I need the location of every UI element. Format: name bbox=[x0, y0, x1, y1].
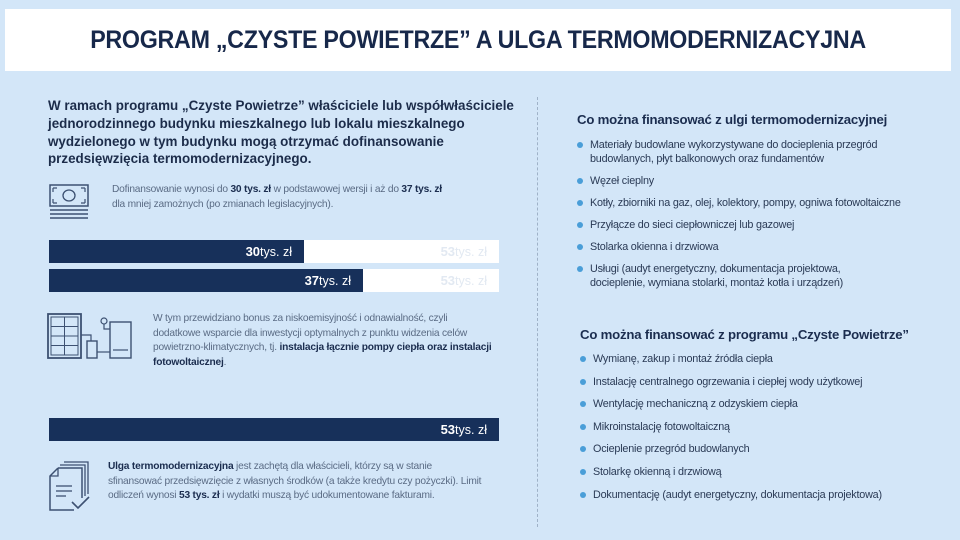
list-item: Wymianę, zakup i montaż źródła ciepła bbox=[580, 352, 940, 366]
ulga-limit-bar bbox=[49, 418, 499, 441]
program-list bbox=[580, 352, 940, 502]
column-divider bbox=[537, 97, 538, 527]
bonus-info bbox=[47, 312, 493, 370]
ulga-text: Ulga termomodernizacyjna jest zachętą dla właścicieli, którzy są w stanie sfinansować przedsięwzięcie z własnych środków (a także kredytu czy pożyczki). Limit odliczeń wynosi 53 tys. zł i wydatki muszą być udokumentowane fakturami. bbox=[108, 461, 482, 501]
list-item: Wentylację mechaniczną z odzyskiem ciepła bbox=[580, 397, 940, 411]
documents-check-icon bbox=[48, 460, 92, 512]
bar-fill: 53 tys. zł bbox=[49, 418, 499, 441]
title-banner bbox=[5, 9, 951, 71]
list-item: Materiały budowlane wykorzystywane do docieplenia przegród budowlanych, płyt balkonowych oraz fundamentów bbox=[577, 138, 937, 166]
bar-max-label: 53 tys. zł bbox=[440, 273, 487, 288]
list-item: Mikroinstalację fotowoltaiczną bbox=[580, 420, 940, 434]
funding-info bbox=[48, 182, 452, 222]
funding-text: Dofinansowanie wynosi do 30 tys. zł w podstawowej wersji i aż do 37 tys. zł dla mniej zamożnych (po zmianach legislacyjnych). bbox=[112, 184, 442, 210]
intro-paragraph: W ramach programu „Czyste Powietrze” właściciele lub współwłaściciele jednorodzinnego budynku mieszkalnego lub lokalu mieszkalnego wydzielonego w tym budynku mogą otrzymać dofinansowanie przedsięwzięcia termomodernizacyjnego. bbox=[48, 98, 514, 167]
ulga-info bbox=[48, 460, 488, 512]
list-item: Ocieplenie przegród budowlanych bbox=[580, 442, 940, 456]
list-item: Stolarka okienna i drzwiowa bbox=[577, 240, 937, 254]
solar-panel-heat-pump-icon bbox=[47, 312, 139, 360]
list-item: Stolarkę okienną i drzwiową bbox=[580, 465, 940, 479]
bar-fill: 30 tys. zł bbox=[49, 240, 304, 263]
list-item: Przyłącze do sieci ciepłowniczej lub gazowej bbox=[577, 218, 937, 232]
bar-max-label: 53 tys. zł bbox=[440, 244, 487, 259]
list-item: Usługi (audyt energetyczny, dokumentacja projektowa, docieplenie, wymiana stolarki, montaż kotła i urządzeń) bbox=[577, 262, 877, 290]
page-title: PROGRAM „CZYSTE POWIETRZE” A ULGA TERMOMODERNIZACYJNA bbox=[90, 25, 866, 54]
list-item: Kotły, zbiorniki na gaz, olej, kolektory, pompy, ogniwa fotowoltaiczne bbox=[577, 196, 937, 210]
list-item: Instalację centralnego ogrzewania i ciepłej wody użytkowej bbox=[580, 375, 940, 389]
ulga-list-title: Co można finansować z ulgi termomodernizacyjnej bbox=[577, 112, 888, 127]
funding-bar-increased bbox=[49, 269, 499, 292]
bonus-text: W tym przewidziano bonus za niskoemisyjność i odnawialność, czyli dodatkowe wsparcie dla inwestycji optymalnych z punktu widzenia celów powietrzno-klimatycznych, tj. instalacja łącznie pompy ciepła oraz instalacji fotowoltaicznej. bbox=[153, 313, 492, 368]
list-item: Węzeł cieplny bbox=[577, 174, 937, 188]
funding-bar-basic bbox=[49, 240, 499, 263]
banknote-icon bbox=[48, 182, 92, 222]
list-item: Dokumentację (audyt energetyczny, dokumentacja projektowa) bbox=[580, 488, 940, 502]
ulga-list bbox=[577, 138, 937, 290]
program-list-title: Co można finansować z programu „Czyste Powietrze” bbox=[580, 327, 909, 342]
bar-fill: 37 tys. zł bbox=[49, 269, 363, 292]
